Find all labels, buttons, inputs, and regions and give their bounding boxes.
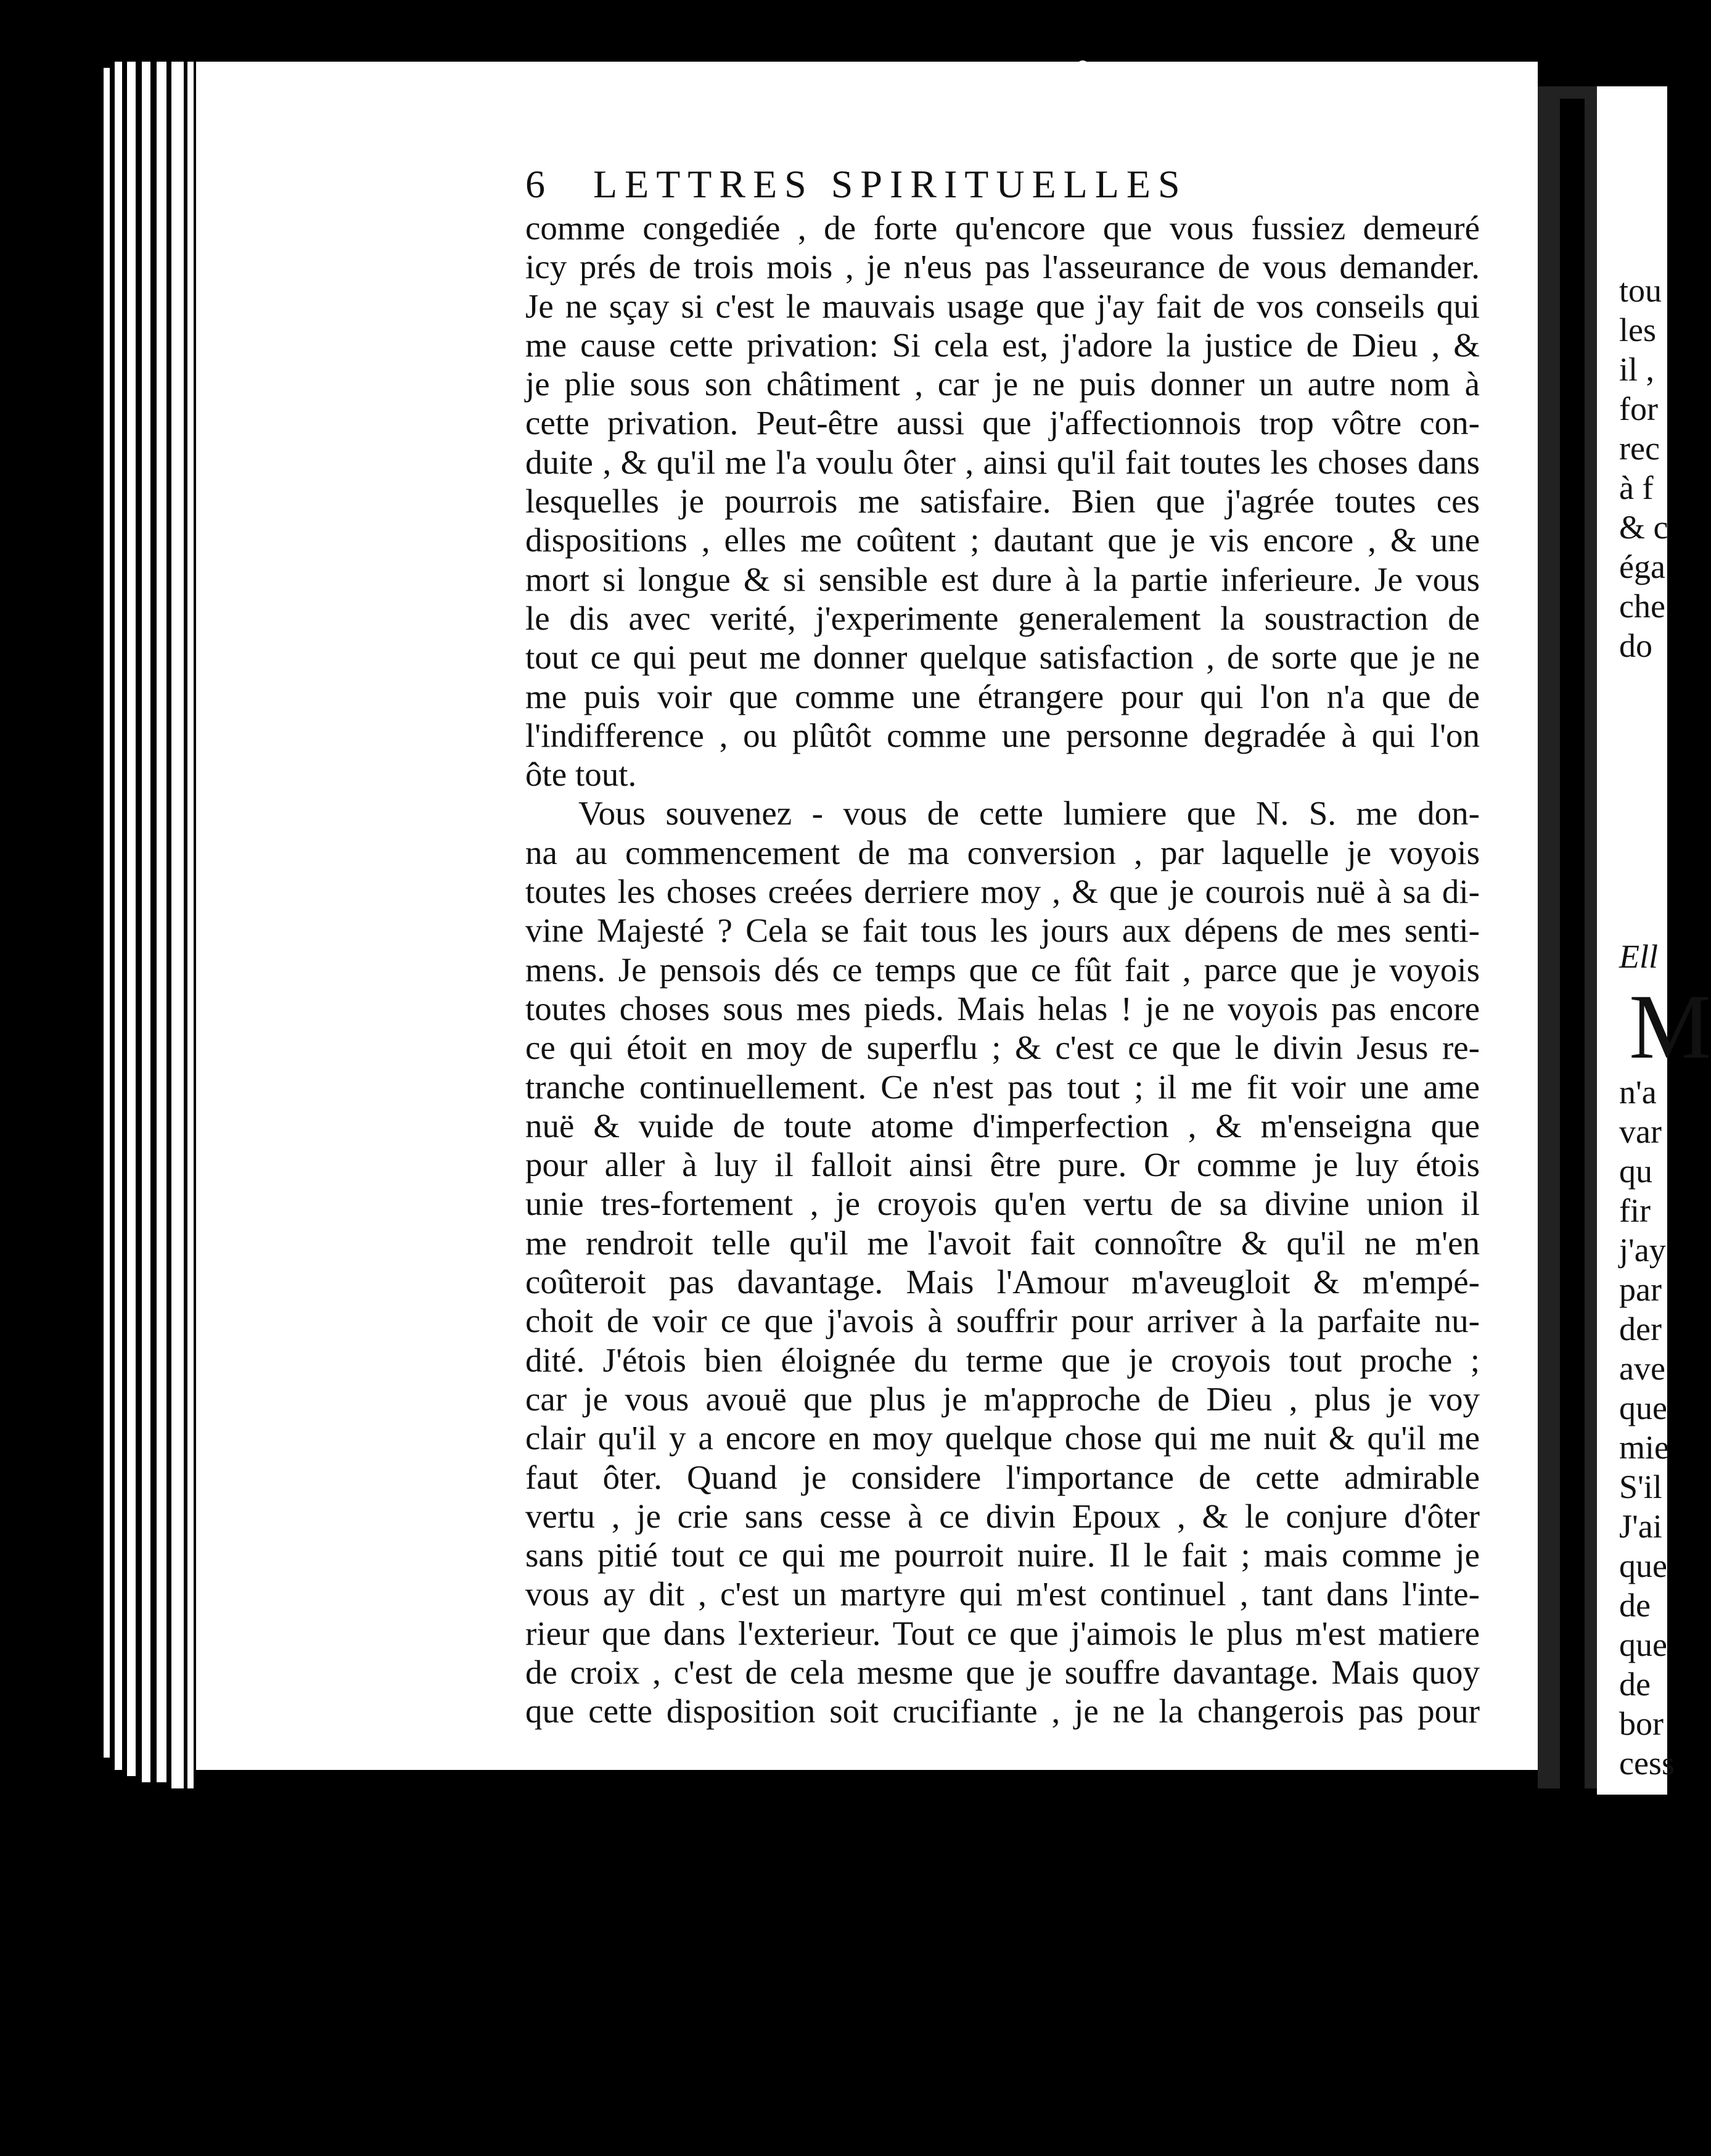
facing-page-line-fragment: cess: [1619, 1745, 1675, 1782]
page-number: 6: [525, 162, 552, 206]
text-line: me cause cette privation: Si cela est, j'adore la justice de Dieu , &: [525, 326, 1480, 364]
facing-page-line-fragment: ave: [1619, 1350, 1665, 1387]
facing-page-line-fragment: der: [1619, 1310, 1662, 1348]
text-line: je plie sous son châtiment , car je ne puis donner un autre nom à: [525, 365, 1480, 403]
facing-page-line-fragment: que: [1619, 1626, 1667, 1663]
letter-body: [525, 208, 1480, 1731]
drop-cap: M: [1629, 976, 1711, 1078]
text-line: car je vous avouë que plus je m'approche de Dieu , plus je voy: [525, 1380, 1480, 1418]
facing-page-line-fragment: J'ai: [1619, 1508, 1662, 1545]
text-line: duite , & qu'il me l'a voulu ôter , ainsi qu'il fait toutes les choses dans: [525, 443, 1480, 481]
text-line: icy prés de trois mois , je n'eus pas l'asseurance de vous demander.: [525, 248, 1480, 286]
facing-page-line-fragment: var: [1619, 1113, 1662, 1150]
text-line: rieur que dans l'exterieur. Tout ce que j'aimois le plus m'est matiere: [525, 1614, 1480, 1652]
facing-page-line-fragment: par: [1619, 1271, 1662, 1308]
text-line: le dis avec verité, j'experimente generalement la soustraction de: [525, 599, 1480, 637]
text-line: faut ôter. Quand je considere l'importance de cette admirable: [525, 1458, 1480, 1496]
text-line: que cette disposition soit crucifiante , je ne la changerois pas pour: [525, 1692, 1480, 1730]
facing-page-line-fragment: que: [1619, 1389, 1667, 1426]
facing-page-line-fragment: & c: [1619, 509, 1668, 546]
facing-page-line-fragment: tou: [1619, 272, 1662, 309]
text-line: toutes les choses creées derriere moy , & que je courois nuë à sa di-: [525, 873, 1480, 911]
text-line: vine Majesté ? Cela se fait tous les jours aux dépens de mes senti-: [525, 911, 1480, 950]
text-line: unie tres-fortement , je croyois qu'en vertu de sa divine union il: [525, 1185, 1480, 1223]
text-line: cette privation. Peut-être aussi que j'affectionnois trop vôtre con-: [525, 404, 1480, 442]
text-line: dité. J'étois bien éloignée du terme que je croyois tout proche ;: [525, 1341, 1480, 1379]
text-line: coûteroit pas davantage. Mais l'Amour m'aveugloit & m'empé-: [525, 1263, 1480, 1301]
facing-page-fragment: [1597, 86, 1711, 1795]
facing-page-line-fragment: che: [1619, 588, 1665, 625]
text-line: clair qu'il y a encore en moy quelque chose qui me nuit & qu'il me: [525, 1419, 1480, 1457]
text-line: pour aller à luy il falloit ainsi être pure. Or comme je luy étois: [525, 1146, 1480, 1184]
facing-page-line-fragment: rec: [1619, 430, 1660, 467]
text-line: vous ay dit , c'est un martyre qui m'est continuel , tant dans l'inte-: [525, 1575, 1480, 1613]
text-line: mort si longue & si sensible est dure à la partie inferieure. Je vous: [525, 560, 1480, 598]
text-line: dispositions , elles me coûtent ; dautant que je vis encore , & une: [525, 521, 1480, 559]
facing-page-line-fragment: j'ay: [1619, 1232, 1666, 1269]
facing-page-line-fragment: de: [1619, 1587, 1651, 1624]
text-line: Vous souvenez - vous de cette lumiere que N. S. me don-: [578, 794, 1480, 833]
text-line: nuë & vuide de toute atome d'imperfection , & m'enseigna que: [525, 1106, 1480, 1145]
text-line: ôte tout.: [525, 755, 637, 794]
text-line: lesquelles je pourrois me satisfaire. Bien que j'agrée toutes ces: [525, 482, 1480, 520]
facing-page-line-fragment: for: [1619, 390, 1658, 427]
text-line: vertu , je crie sans cesse à ce divin Epoux , & le conjure d'ôter: [525, 1497, 1480, 1535]
facing-page-line-fragment: n'a: [1619, 1074, 1657, 1111]
text-line: me puis voir que comme une étrangere pour qui l'on n'a que de: [525, 677, 1480, 715]
text-line: de croix , c'est de cela mesme que je souffre davantage. Mais quoy: [525, 1653, 1480, 1691]
text-line: comme congediée , de forte qu'encore que vous fussiez demeuré: [525, 209, 1480, 247]
facing-page-line-fragment: les: [1619, 311, 1656, 348]
text-line: tranche continuellement. Ce n'est pas tout ; il me fit voir une ame: [525, 1068, 1480, 1106]
text-line: tout ce qui peut me donner quelque satisfaction , de sorte que je ne: [525, 638, 1480, 677]
facing-page-line-fragment: éga: [1619, 548, 1665, 585]
text-line: toutes choses sous mes pieds. Mais helas ! je ne voyois pas encore: [525, 989, 1480, 1027]
facing-page-line-fragment: do: [1619, 627, 1652, 664]
text-line: l'indifference , ou plûtôt comme une personne degradée à qui l'on: [525, 716, 1480, 754]
running-title: LETTRES SPIRITUELLES: [593, 162, 1188, 206]
facing-page-line-fragment: mie: [1619, 1429, 1669, 1466]
facing-page-line-fragment: qu: [1619, 1153, 1652, 1190]
facing-page-line-fragment: fir: [1619, 1192, 1651, 1229]
text-line: Je ne sçay si c'est le mauvais usage que j'ay fait de vos conseils qui: [525, 287, 1480, 325]
facing-page-line-fragment: bor: [1619, 1705, 1664, 1742]
text-line: ce qui étoit en moy de superflu ; & c'est ce que le divin Jesus re-: [525, 1029, 1480, 1067]
text-line: me rendroit telle qu'il me l'avoit fait connoître & qu'il ne m'en: [525, 1224, 1480, 1262]
facing-page-line-fragment: que: [1619, 1547, 1667, 1584]
facing-page-line-fragment: il ,: [1619, 351, 1655, 388]
text-line: na au commencement de ma conversion , par laquelle je voyois: [525, 833, 1480, 871]
facing-page-line-fragment: S'il: [1619, 1468, 1662, 1505]
text-line: mens. Je pensois dés ce temps que ce fût fait , parce que je voyois: [525, 950, 1480, 989]
facing-page-line-fragment: à f: [1619, 469, 1654, 506]
facing-page-line-fragment: de: [1619, 1666, 1651, 1703]
text-line: choit de voir ce que j'avois à souffrir pour arriver à la parfaite nu-: [525, 1302, 1480, 1340]
facing-page-italic-fragment: Ell: [1619, 938, 1658, 975]
text-line: sans pitié tout ce qui me pourroit nuire. Il le fait ; mais comme je: [525, 1536, 1480, 1574]
